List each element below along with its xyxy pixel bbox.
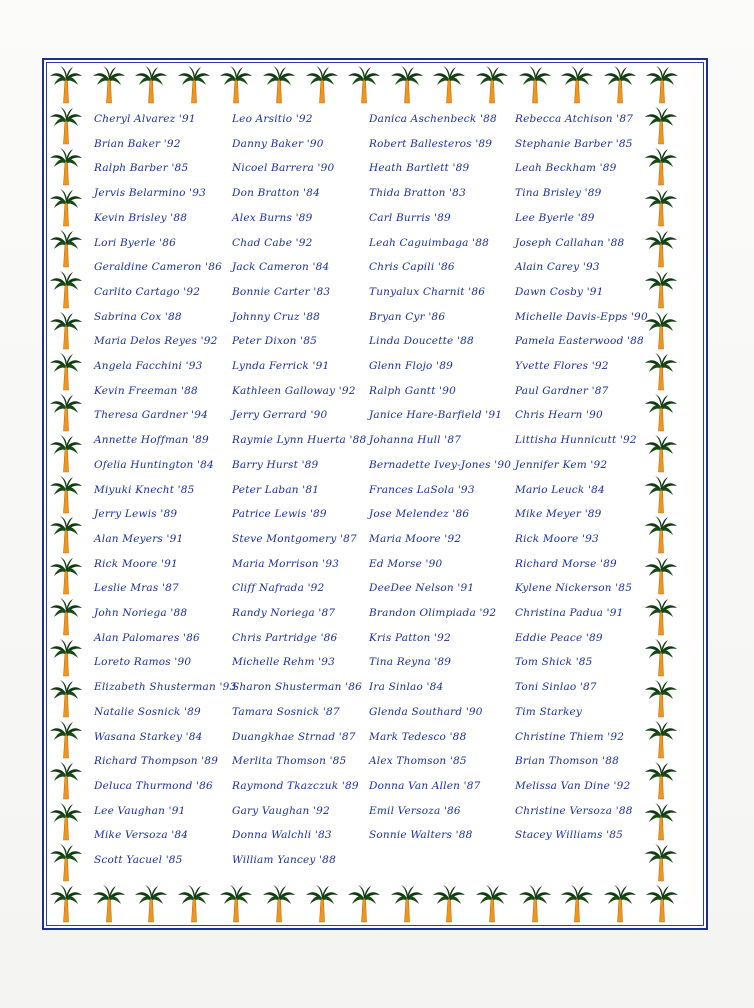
- list-item: Frances LaSola '93: [369, 483, 475, 496]
- list-item: Peter Dixon '85: [232, 335, 317, 348]
- palm-tree-icon: [390, 64, 424, 104]
- palm-tree-icon: [644, 474, 678, 514]
- list-item: Yvette Flores '92: [515, 360, 609, 372]
- palm-tree-icon: [134, 883, 168, 923]
- palm-tree-icon: [49, 760, 83, 800]
- palm-tree-icon: [644, 678, 678, 718]
- palm-tree-icon: [645, 883, 679, 923]
- palm-tree-icon: [49, 555, 83, 595]
- list-item: Heath Bartlett '89: [369, 162, 470, 175]
- list-item: Lori Byerle '86: [94, 236, 177, 249]
- list-item: William Yancey '88: [232, 854, 336, 866]
- list-item: Stephanie Barber '85: [515, 137, 633, 150]
- palm-tree-icon: [644, 392, 678, 432]
- palm-tree-icon: [518, 64, 552, 104]
- list-item: Miyuki Knecht '85: [94, 483, 195, 496]
- list-item: Cliff Nafrada '92: [232, 582, 325, 595]
- list-item: Janice Hare-Barfield '91: [369, 409, 503, 422]
- list-item: Bonnie Carter '83: [232, 285, 331, 298]
- list-item: Chris Capili '86: [369, 261, 455, 274]
- palm-tree-icon: [49, 269, 83, 309]
- list-item: Leslie Mras '87: [94, 582, 179, 595]
- palm-tree-icon: [644, 596, 678, 636]
- palm-tree-icon: [262, 883, 296, 923]
- palm-tree-icon: [644, 228, 678, 268]
- palm-tree-icon: [49, 801, 83, 841]
- list-item: Don Bratton '84: [232, 187, 320, 200]
- list-item: Jack Cameron '84: [232, 261, 330, 274]
- palm-tree-icon: [603, 883, 637, 923]
- list-item: Lee Vaughan '91: [94, 804, 186, 817]
- palm-tree-icon: [177, 883, 211, 923]
- list-item: Ofelia Huntington '84: [94, 458, 214, 471]
- list-item: Dawn Cosby '91: [515, 285, 604, 298]
- list-item: Ed Morse '90: [369, 557, 443, 570]
- list-item: Christine Versoza '88: [515, 804, 633, 817]
- list-item: Danny Baker '90: [232, 137, 324, 150]
- list-item: Leah Caguimbaga '88: [369, 236, 489, 249]
- palm-tree-icon: [644, 842, 678, 882]
- list-item: Joseph Callahan '88: [515, 236, 625, 249]
- list-item: Gary Vaughan '92: [232, 804, 330, 817]
- palm-tree-icon: [644, 187, 678, 227]
- list-item: Stacey Williams '85: [515, 829, 624, 842]
- list-item: Kevin Freeman '88: [94, 384, 198, 397]
- palm-tree-icon: [262, 64, 296, 104]
- list-item: Brandon Olimpiada '92: [369, 607, 497, 619]
- names-list: [94, 108, 648, 876]
- list-item: Steve Montgomery '87: [232, 532, 357, 545]
- list-item: Nicoel Barrera '90: [232, 162, 335, 175]
- list-item: Geraldine Cameron '86: [94, 261, 222, 274]
- palm-tree-icon: [49, 842, 83, 882]
- list-item: Ralph Barber '85: [94, 162, 189, 175]
- list-item: Maria Morrison '93: [232, 557, 340, 570]
- palm-tree-icon: [644, 760, 678, 800]
- palm-tree-icon: [432, 64, 466, 104]
- palm-tree-icon: [92, 64, 126, 104]
- palm-tree-icon: [49, 474, 83, 514]
- palm-tree-icon: [644, 514, 678, 554]
- list-item: Tina Reyna '89: [369, 656, 452, 669]
- list-item: Littisha Hunnicutt '92: [515, 434, 637, 447]
- list-item: Michelle Davis-Epps '90: [515, 310, 648, 323]
- palm-tree-icon: [49, 392, 83, 432]
- list-item: Maria Moore '92: [369, 532, 462, 545]
- palm-tree-icon: [49, 883, 83, 923]
- list-item: Jerry Lewis '89: [94, 508, 178, 521]
- list-item: Tunyalux Charnit '86: [369, 285, 486, 298]
- list-item: Michelle Rehm '93: [232, 656, 336, 669]
- list-item: Alain Carey '93: [515, 261, 600, 274]
- palm-tree-icon: [644, 146, 678, 186]
- list-item: Danica Aschenbeck '88: [369, 113, 497, 125]
- palm-tree-icon: [49, 310, 83, 350]
- list-item: Jervis Belarmino '93: [94, 187, 207, 200]
- palm-tree-icon: [49, 351, 83, 391]
- list-item: Barry Hurst '89: [232, 458, 319, 471]
- list-item: Merlita Thomson '85: [232, 755, 347, 768]
- list-item: Pamela Easterwood '88: [515, 335, 644, 348]
- list-item: Mike Meyer '89: [515, 508, 602, 521]
- list-item: Rebecca Atchison '87: [515, 113, 634, 125]
- list-item: Kylene Nickerson '85: [515, 582, 633, 595]
- palm-tree-icon: [134, 64, 168, 104]
- palm-tree-icon: [305, 64, 339, 104]
- list-item: Robert Ballesteros '89: [369, 137, 493, 150]
- list-item: Patrice Lewis '89: [232, 508, 327, 521]
- palm-tree-icon: [518, 883, 552, 923]
- list-item: Linda Doucette '88: [369, 335, 474, 348]
- palm-tree-icon: [49, 64, 83, 104]
- palm-tree-icon: [49, 719, 83, 759]
- list-item: Peter Laban '81: [232, 483, 320, 496]
- list-item: Chris Partridge '86: [232, 631, 338, 644]
- palm-tree-icon: [645, 64, 679, 104]
- palm-tree-icon: [560, 883, 594, 923]
- list-item: Tamara Sosnick '87: [232, 705, 340, 718]
- list-item: Johnny Cruz '88: [232, 310, 321, 323]
- palm-tree-icon: [475, 64, 509, 104]
- list-item: Glenda Southard '90: [369, 705, 483, 718]
- list-item: Annette Hoffman '89: [94, 434, 209, 447]
- list-item: Melissa Van Dine '92: [515, 779, 631, 792]
- list-item: Lee Byerle '89: [515, 211, 595, 224]
- list-item: Alex Burns '89: [232, 211, 313, 224]
- list-item: Natalie Sosnick '89: [94, 705, 201, 718]
- list-item: Chad Cabe '92: [232, 236, 313, 249]
- list-item: Raymond Tkazczuk '89: [232, 779, 359, 792]
- list-item: Bryan Cyr '86: [369, 310, 446, 323]
- palm-tree-icon: [347, 64, 381, 104]
- palm-tree-icon: [390, 883, 424, 923]
- palm-tree-icon: [644, 555, 678, 595]
- list-item: Toni Sinlao '87: [515, 681, 597, 694]
- list-item: Deluca Thurmond '86: [94, 779, 213, 792]
- list-item: Donna Walchli '83: [232, 829, 332, 842]
- list-item: Jennifer Kem '92: [515, 458, 608, 471]
- list-item: Tom Shick '85: [515, 656, 593, 669]
- list-item: Jose Melendez '86: [369, 508, 470, 521]
- palm-tree-icon: [49, 187, 83, 227]
- list-item: Bernadette Ivey-Jones '90: [369, 458, 512, 471]
- list-item: Raymie Lynn Huerta '88: [232, 434, 367, 447]
- palm-tree-icon: [644, 433, 678, 473]
- palm-tree-icon: [49, 637, 83, 677]
- list-item: Eddie Peace '89: [515, 631, 603, 644]
- palm-tree-icon: [49, 596, 83, 636]
- list-item: Scott Yacuel '85: [94, 854, 183, 866]
- palm-tree-icon: [347, 883, 381, 923]
- palm-tree-icon: [644, 269, 678, 309]
- list-item: Ira Sinlao '84: [369, 681, 444, 694]
- list-item: Leo Arsitio '92: [232, 113, 313, 125]
- list-item: John Noriega '88: [94, 607, 188, 619]
- list-item: Alex Thomson '85: [369, 755, 467, 768]
- list-item: Duangkhae Strnad '87: [232, 730, 356, 743]
- list-item: Glenn Flojo '89: [369, 360, 453, 372]
- palm-tree-icon: [219, 883, 253, 923]
- list-item: Richard Thompson '89: [94, 755, 219, 768]
- palm-tree-icon: [305, 883, 339, 923]
- list-item: Jerry Gerrard '90: [232, 409, 328, 422]
- palm-tree-icon: [49, 678, 83, 718]
- list-item: Kris Patton '92: [369, 631, 451, 644]
- list-item: Loreto Ramos '90: [94, 656, 192, 669]
- palm-tree-icon: [644, 719, 678, 759]
- palm-tree-icon: [219, 64, 253, 104]
- list-item: Mark Tedesco '88: [369, 730, 467, 743]
- list-item: Richard Morse '89: [515, 557, 617, 570]
- palm-tree-icon: [49, 105, 83, 145]
- palm-tree-icon: [475, 883, 509, 923]
- palm-tree-icon: [644, 801, 678, 841]
- palm-tree-icon: [432, 883, 466, 923]
- list-item: Brian Baker '92: [94, 137, 181, 150]
- list-item: Paul Gardner '87: [515, 384, 609, 397]
- list-item: Emil Versoza '86: [369, 804, 461, 817]
- palm-tree-icon: [177, 64, 211, 104]
- list-item: Kathleen Galloway '92: [232, 384, 356, 397]
- palm-tree-icon: [49, 228, 83, 268]
- list-item: Theresa Gardner '94: [94, 409, 208, 422]
- list-item: Randy Noriega '87: [232, 607, 336, 619]
- list-item: Rick Moore '93: [515, 532, 599, 545]
- list-item: Tim Starkey: [515, 705, 583, 718]
- list-item: Tina Brisley '89: [515, 187, 602, 200]
- palm-tree-icon: [644, 637, 678, 677]
- list-item: Alan Palomares '86: [94, 631, 200, 644]
- palm-tree-icon: [560, 64, 594, 104]
- palm-tree-icon: [644, 105, 678, 145]
- palm-tree-icon: [644, 351, 678, 391]
- list-item: Donna Van Allen '87: [369, 779, 481, 792]
- list-item: Cheryl Alvarez '91: [94, 113, 196, 125]
- list-item: Sharon Shusterman '86: [232, 681, 362, 694]
- list-item: Thida Bratton '83: [369, 187, 466, 200]
- list-item: Sabrina Cox '88: [94, 310, 182, 323]
- list-item: Carlito Cartago '92: [94, 285, 201, 298]
- palm-tree-icon: [603, 64, 637, 104]
- list-item: Carl Burris '89: [369, 211, 451, 224]
- palm-tree-icon: [49, 433, 83, 473]
- list-item: Kevin Brisley '88: [94, 211, 188, 224]
- palm-tree-icon: [644, 310, 678, 350]
- list-item: Maria Delos Reyes '92: [94, 335, 218, 348]
- palm-tree-icon: [49, 514, 83, 554]
- list-item: Sonnie Walters '88: [369, 829, 473, 842]
- list-item: Brian Thomson '88: [515, 755, 619, 768]
- list-item: Mario Leuck '84: [515, 483, 605, 496]
- list-item: Lynda Ferrick '91: [232, 360, 330, 372]
- list-item: Elizabeth Shusterman '93: [94, 681, 237, 694]
- list-item: Rick Moore '91: [94, 557, 178, 570]
- list-item: Ralph Gantt '90: [369, 384, 457, 397]
- palm-tree-icon: [49, 146, 83, 186]
- list-item: DeeDee Nelson '91: [369, 582, 475, 595]
- palm-tree-icon: [92, 883, 126, 923]
- list-item: Leah Beckham '89: [515, 162, 617, 175]
- list-item: Mike Versoza '84: [94, 829, 189, 842]
- list-item: Angela Facchini '93: [94, 360, 203, 372]
- list-item: Johanna Hull '87: [369, 434, 462, 447]
- list-item: Christina Padua '91: [515, 607, 624, 619]
- list-item: Alan Meyers '91: [94, 532, 184, 545]
- list-item: Chris Hearn '90: [515, 409, 603, 422]
- list-item: Christine Thiem '92: [515, 730, 625, 743]
- list-item: Wasana Starkey '84: [94, 730, 203, 743]
